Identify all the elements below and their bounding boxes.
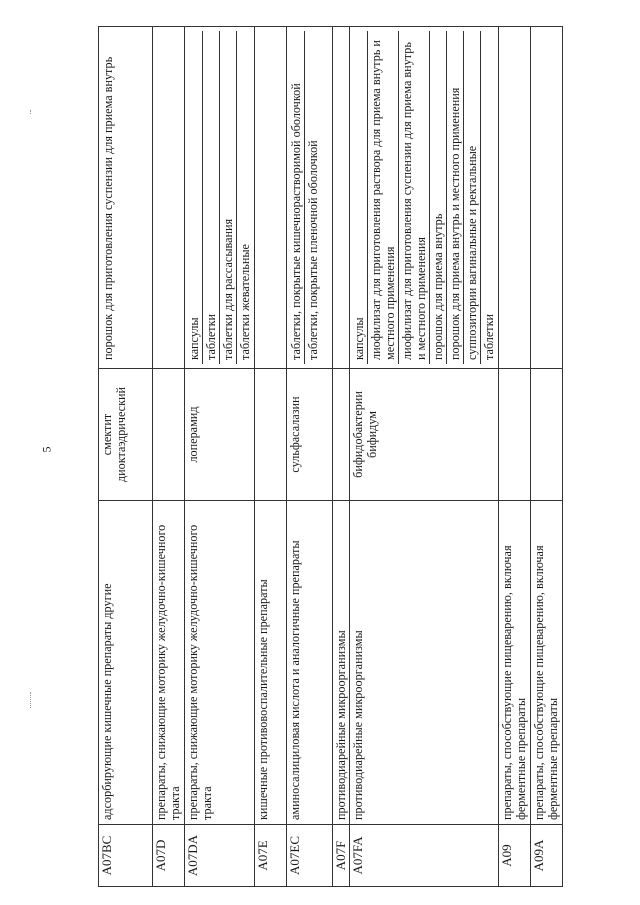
dosage-forms [185, 27, 255, 369]
dosage-forms [350, 27, 499, 369]
dosage-form: таблетки жевательные [238, 244, 252, 360]
atc-code: A07DA [185, 825, 255, 887]
table-row [333, 27, 350, 887]
dosage-forms [499, 27, 531, 369]
dosage-form: капсулы [351, 31, 368, 364]
atc-code: A07BC [99, 825, 153, 887]
atc-code: A07EC [287, 825, 333, 887]
dosage-form: лиофилизат для приготовления раствора для приема внутрь и местного применения [368, 31, 399, 364]
table-row [287, 27, 333, 887]
dosage-form: суппозитории вагинальные и ректальные [464, 31, 481, 364]
dosage-forms [255, 27, 287, 369]
dosage-form: таблетки [482, 313, 496, 360]
dosage-form: таблетки для рассасывания [220, 31, 237, 364]
dosage-form: таблетки, покрытые пленочной оболочкой [306, 140, 320, 360]
dosage-form: лиофилизат для приготовления суспензии для приема внутрь и местного применения [399, 31, 430, 364]
group-name: кишечные противовоспалительные препараты [255, 501, 287, 825]
dosage-form: таблетки, покрытые кишечнорастворимой оболочкой [288, 31, 305, 364]
table-row [153, 27, 185, 887]
dosage-forms [153, 27, 185, 369]
inn-name: лоперамид [185, 369, 255, 501]
table-row [350, 27, 499, 887]
inn-name: бифидобактерии бифидум [350, 369, 499, 501]
dosage-forms [531, 27, 563, 369]
table-row [531, 27, 563, 887]
group-name: аминосалициловая кислота и аналогичные препараты [287, 501, 333, 825]
atc-code: A07D [153, 825, 185, 887]
dosage-forms [287, 27, 333, 369]
group-name: адсорбирующие кишечные препараты другие [99, 501, 153, 825]
group-name: препараты, снижающие моторику желудочно-кишечного тракта [153, 501, 185, 825]
margin-mark [30, 110, 34, 114]
atc-code: A07E [255, 825, 287, 887]
rotated-table-frame [98, 27, 560, 887]
dosage-form: порошок для приема внутрь [430, 31, 447, 364]
dosage-forms [333, 27, 350, 369]
dosage-forms [99, 27, 153, 369]
inn-name [499, 369, 531, 501]
inn-name [255, 369, 287, 501]
page-number: 5 [39, 446, 54, 453]
atc-code: A07F [333, 825, 350, 887]
margin-mark [30, 692, 34, 708]
dosage-form: порошок для приготовления суспензии для приема внутрь [101, 56, 115, 360]
drug-table [98, 26, 563, 887]
group-name: препараты, снижающие моторику желудочно-кишечного тракта [185, 501, 255, 825]
inn-name [153, 369, 185, 501]
atc-code: A09A [531, 825, 563, 887]
group-name: препараты, способствующие пищеварению, включая ферментные препараты [531, 501, 563, 825]
table-row [255, 27, 287, 887]
group-name: противодиарейные микроорганизмы [333, 501, 350, 825]
group-name: противодиарейные микроорганизмы [350, 501, 499, 825]
dosage-form: порошок для приема внутрь и местного применения [447, 31, 464, 364]
table-row [99, 27, 153, 887]
inn-name: сульфасалазин [287, 369, 333, 501]
group-name: препараты, способствующие пищеварению, включая ферментные препараты [499, 501, 531, 825]
inn-name [333, 369, 350, 501]
atc-code: A07FA [350, 825, 499, 887]
atc-code: A09 [499, 825, 531, 887]
dosage-form: капсулы [186, 31, 203, 364]
inn-name [531, 369, 563, 501]
table-row [185, 27, 255, 887]
dosage-form: таблетки [203, 31, 220, 364]
table-row [499, 27, 531, 887]
inn-name: смектит диоктаэдрический [99, 369, 153, 501]
